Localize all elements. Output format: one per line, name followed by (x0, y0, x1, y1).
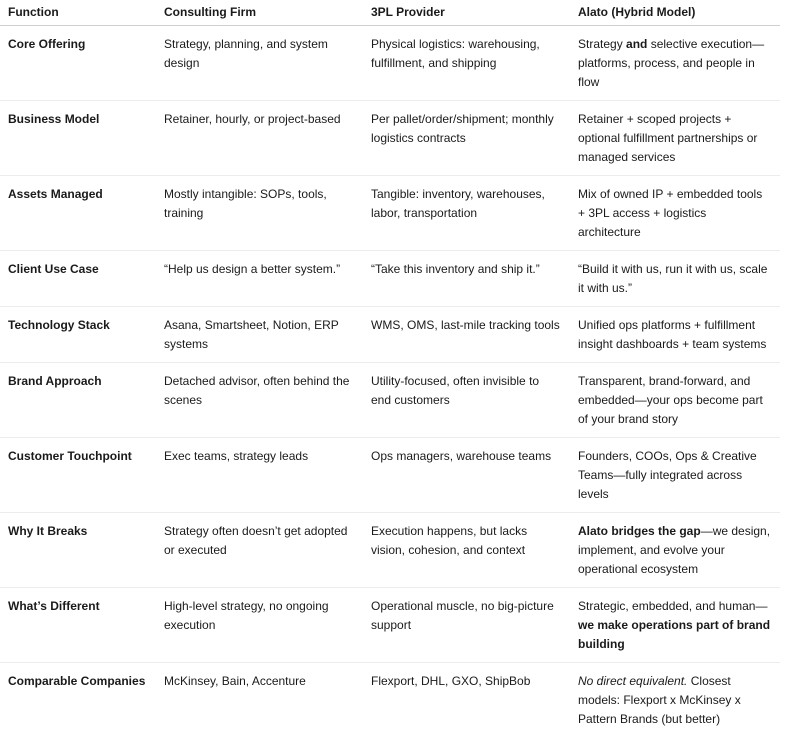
alato-cell: Founders, COOs, Ops & Creative Teams—fully integrated across levels (570, 438, 780, 513)
consulting-cell: High-level strategy, no ongoing execution (156, 588, 363, 663)
3pl-cell: Utility-focused, often invisible to end customers (363, 363, 570, 438)
alato-cell (570, 26, 780, 101)
alato-cell (570, 513, 780, 588)
alato-text: Closest models: Flexport x McKinsey x Pattern Brands (but better) (578, 674, 741, 726)
3pl-cell: Execution happens, but lacks vision, cohesion, and context (363, 513, 570, 588)
consulting-cell: Strategy often doesn’t get adopted or executed (156, 513, 363, 588)
3pl-cell: WMS, OMS, last-mile tracking tools (363, 307, 570, 363)
header-3pl-provider: 3PL Provider (363, 0, 570, 26)
table-row (0, 251, 780, 307)
function-cell: Why It Breaks (0, 513, 156, 588)
function-cell: Business Model (0, 101, 156, 176)
table-row (0, 101, 780, 176)
table-row (0, 438, 780, 513)
function-cell: Technology Stack (0, 307, 156, 363)
function-cell: Comparable Companies (8, 674, 146, 688)
3pl-cell: “Take this inventory and ship it.” (363, 251, 570, 307)
header-function: Function (0, 0, 156, 26)
3pl-cell: Flexport, DHL, GXO, ShipBob (371, 674, 531, 688)
alato-cell: “Build it with us, run it with us, scale it with us.” (570, 251, 780, 307)
table-row (0, 307, 780, 363)
alato-cell: Unified ops platforms + fulfillment insight dashboards + team systems (570, 307, 780, 363)
consulting-cell: Mostly intangible: SOPs, tools, training (156, 176, 363, 251)
alato-bold-text: we make operations part of brand building (578, 618, 771, 651)
alato-bold-text: Alato bridges the gap (578, 524, 701, 538)
alato-text: Strategy (578, 37, 627, 51)
alato-cell (570, 588, 780, 663)
consulting-cell: McKinsey, Bain, Accenture (164, 674, 306, 688)
table-row (0, 513, 780, 588)
3pl-cell: Physical logistics: warehousing, fulfillment, and shipping (363, 26, 570, 101)
alato-cell: Transparent, brand-forward, and embedded—your ops become part of your brand story (570, 363, 780, 438)
table-row (0, 176, 780, 251)
function-cell: Assets Managed (0, 176, 156, 251)
3pl-cell: Per pallet/order/shipment; monthly logistics contracts (363, 101, 570, 176)
alato-italic-text: No direct equivalent. (578, 674, 688, 688)
function-cell: Client Use Case (0, 251, 156, 307)
consulting-cell: Detached advisor, often behind the scenes (156, 363, 363, 438)
consulting-cell: Strategy, planning, and system design (156, 26, 363, 101)
table-row (0, 26, 780, 101)
consulting-cell: Asana, Smartsheet, Notion, ERP systems (156, 307, 363, 363)
alato-bold-text: and (626, 37, 648, 51)
3pl-cell: Ops managers, warehouse teams (363, 438, 570, 513)
3pl-cell: Operational muscle, no big-picture support (363, 588, 570, 663)
alato-text: —we design, implement, and evolve your operational ecosystem (578, 524, 771, 576)
table-row (0, 663, 780, 738)
function-cell: Customer Touchpoint (0, 438, 156, 513)
alato-text: Strategic, embedded, and human— (578, 599, 768, 613)
function-cell: What’s Different (0, 588, 156, 663)
alato-cell (570, 663, 780, 738)
header-consulting-firm: Consulting Firm (156, 0, 363, 26)
function-cell: Brand Approach (0, 363, 156, 438)
table-row (0, 363, 780, 438)
alato-cell: Mix of owned IP + embedded tools + 3PL access + logistics architecture (570, 176, 780, 251)
consulting-cell: “Help us design a better system.” (156, 251, 363, 307)
consulting-cell: Retainer, hourly, or project-based (156, 101, 363, 176)
consulting-cell: Exec teams, strategy leads (156, 438, 363, 513)
header-row (0, 0, 780, 26)
table-row (0, 588, 780, 663)
3pl-cell: Tangible: inventory, warehouses, labor, transportation (363, 176, 570, 251)
alato-cell: Retainer + scoped projects + optional fulfillment partnerships or managed services (570, 101, 780, 176)
header-alato: Alato (Hybrid Model) (570, 0, 780, 26)
alato-text: selective execution—platforms, process, and people in flow (578, 37, 765, 89)
function-cell: Core Offering (0, 26, 156, 101)
